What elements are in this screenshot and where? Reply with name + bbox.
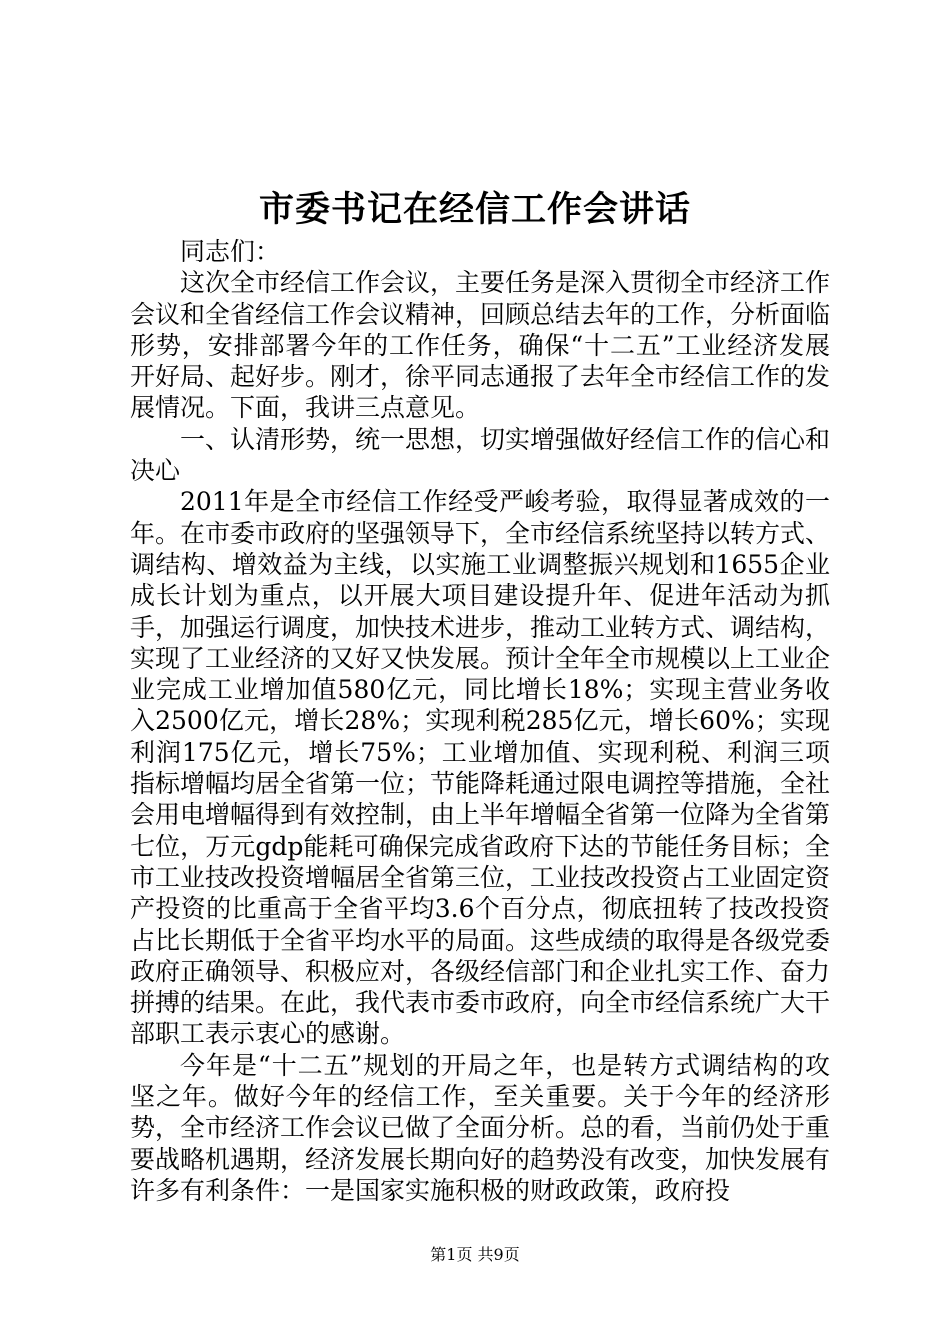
section-heading-1: 一、认清形势，统一思想，切实增强做好经信工作的信心和决心 <box>130 424 831 486</box>
page-number-footer: 第1页 共9页 <box>430 1245 520 1264</box>
salutation: 同志们： <box>180 237 281 266</box>
document-body <box>130 236 830 1206</box>
paragraph-2: 2011年是全市经信工作经受严峻考验，取得显著成效的一年。在市委市政府的坚强领导下，全市经信系统坚持以转方式、调结构、增效益为主线，以实施工业调整振兴规划和1655企业成长计划为重点，以开展大项目建设提升年、促进年活动为抓手，加强运行调度，加快技术进步，推动工业转方式、调结构，实现了工业经济的又好又快发展。预计全年全市规模以上工业企业完成工业增加值580亿元，同比增长18%；实现主营业务收入2500亿元，增长28%；实现利税285亿元，增长60%；实现利润175亿元，增长75%；工业增加值、实现利税、利润三项指标增幅均居全省第一位；节能降耗通过限电调控等措施，全社会用电增幅得到有效控制，由上半年增幅全省第一位降为全省第七位，万元gdp能耗可确保完成省政府下达的节能任务目标；全市工业技改投资增幅居全省第三位，工业技改投资占工业固定资产投资的比重高于全省平均3.6个百分点，彻底扭转了技改投资占比长期低于全省平均水平的局面。这些成绩的取得是各级党委政府正确领导、积极应对，各级经信部门和企业扎实工作、奋力拼搏的结果。在此，我代表市委市政府，向全市经信系统广大干部职工表示衷心的感谢。 <box>130 487 831 1049</box>
document-title: 市委书记在经信工作会讲话 <box>258 189 691 230</box>
paragraph-1: 这次全市经信工作会议，主要任务是深入贯彻全市经济工作会议和全省经信工作会议精神，回顾总结去年的工作，分析面临形势，安排部署今年的工作任务，确保“十二五”工业经济发展开好局、起好步。刚才，徐平同志通报了去年全市经信工作的发展情况。下面，我讲三点意见。 <box>130 268 831 423</box>
paragraph-3: 今年是“十二五”规划的开局之年，也是转方式调结构的攻坚之年。做好今年的经信工作，至关重要。关于今年的经济形势，全市经济工作会议已做了全面分析。总的看，当前仍处于重要战略机遇期，经济发展长期向好的趋势没有改变，加快发展有许多有利条件：一是国家实施积极的财政政策，政府投 <box>130 1050 831 1205</box>
